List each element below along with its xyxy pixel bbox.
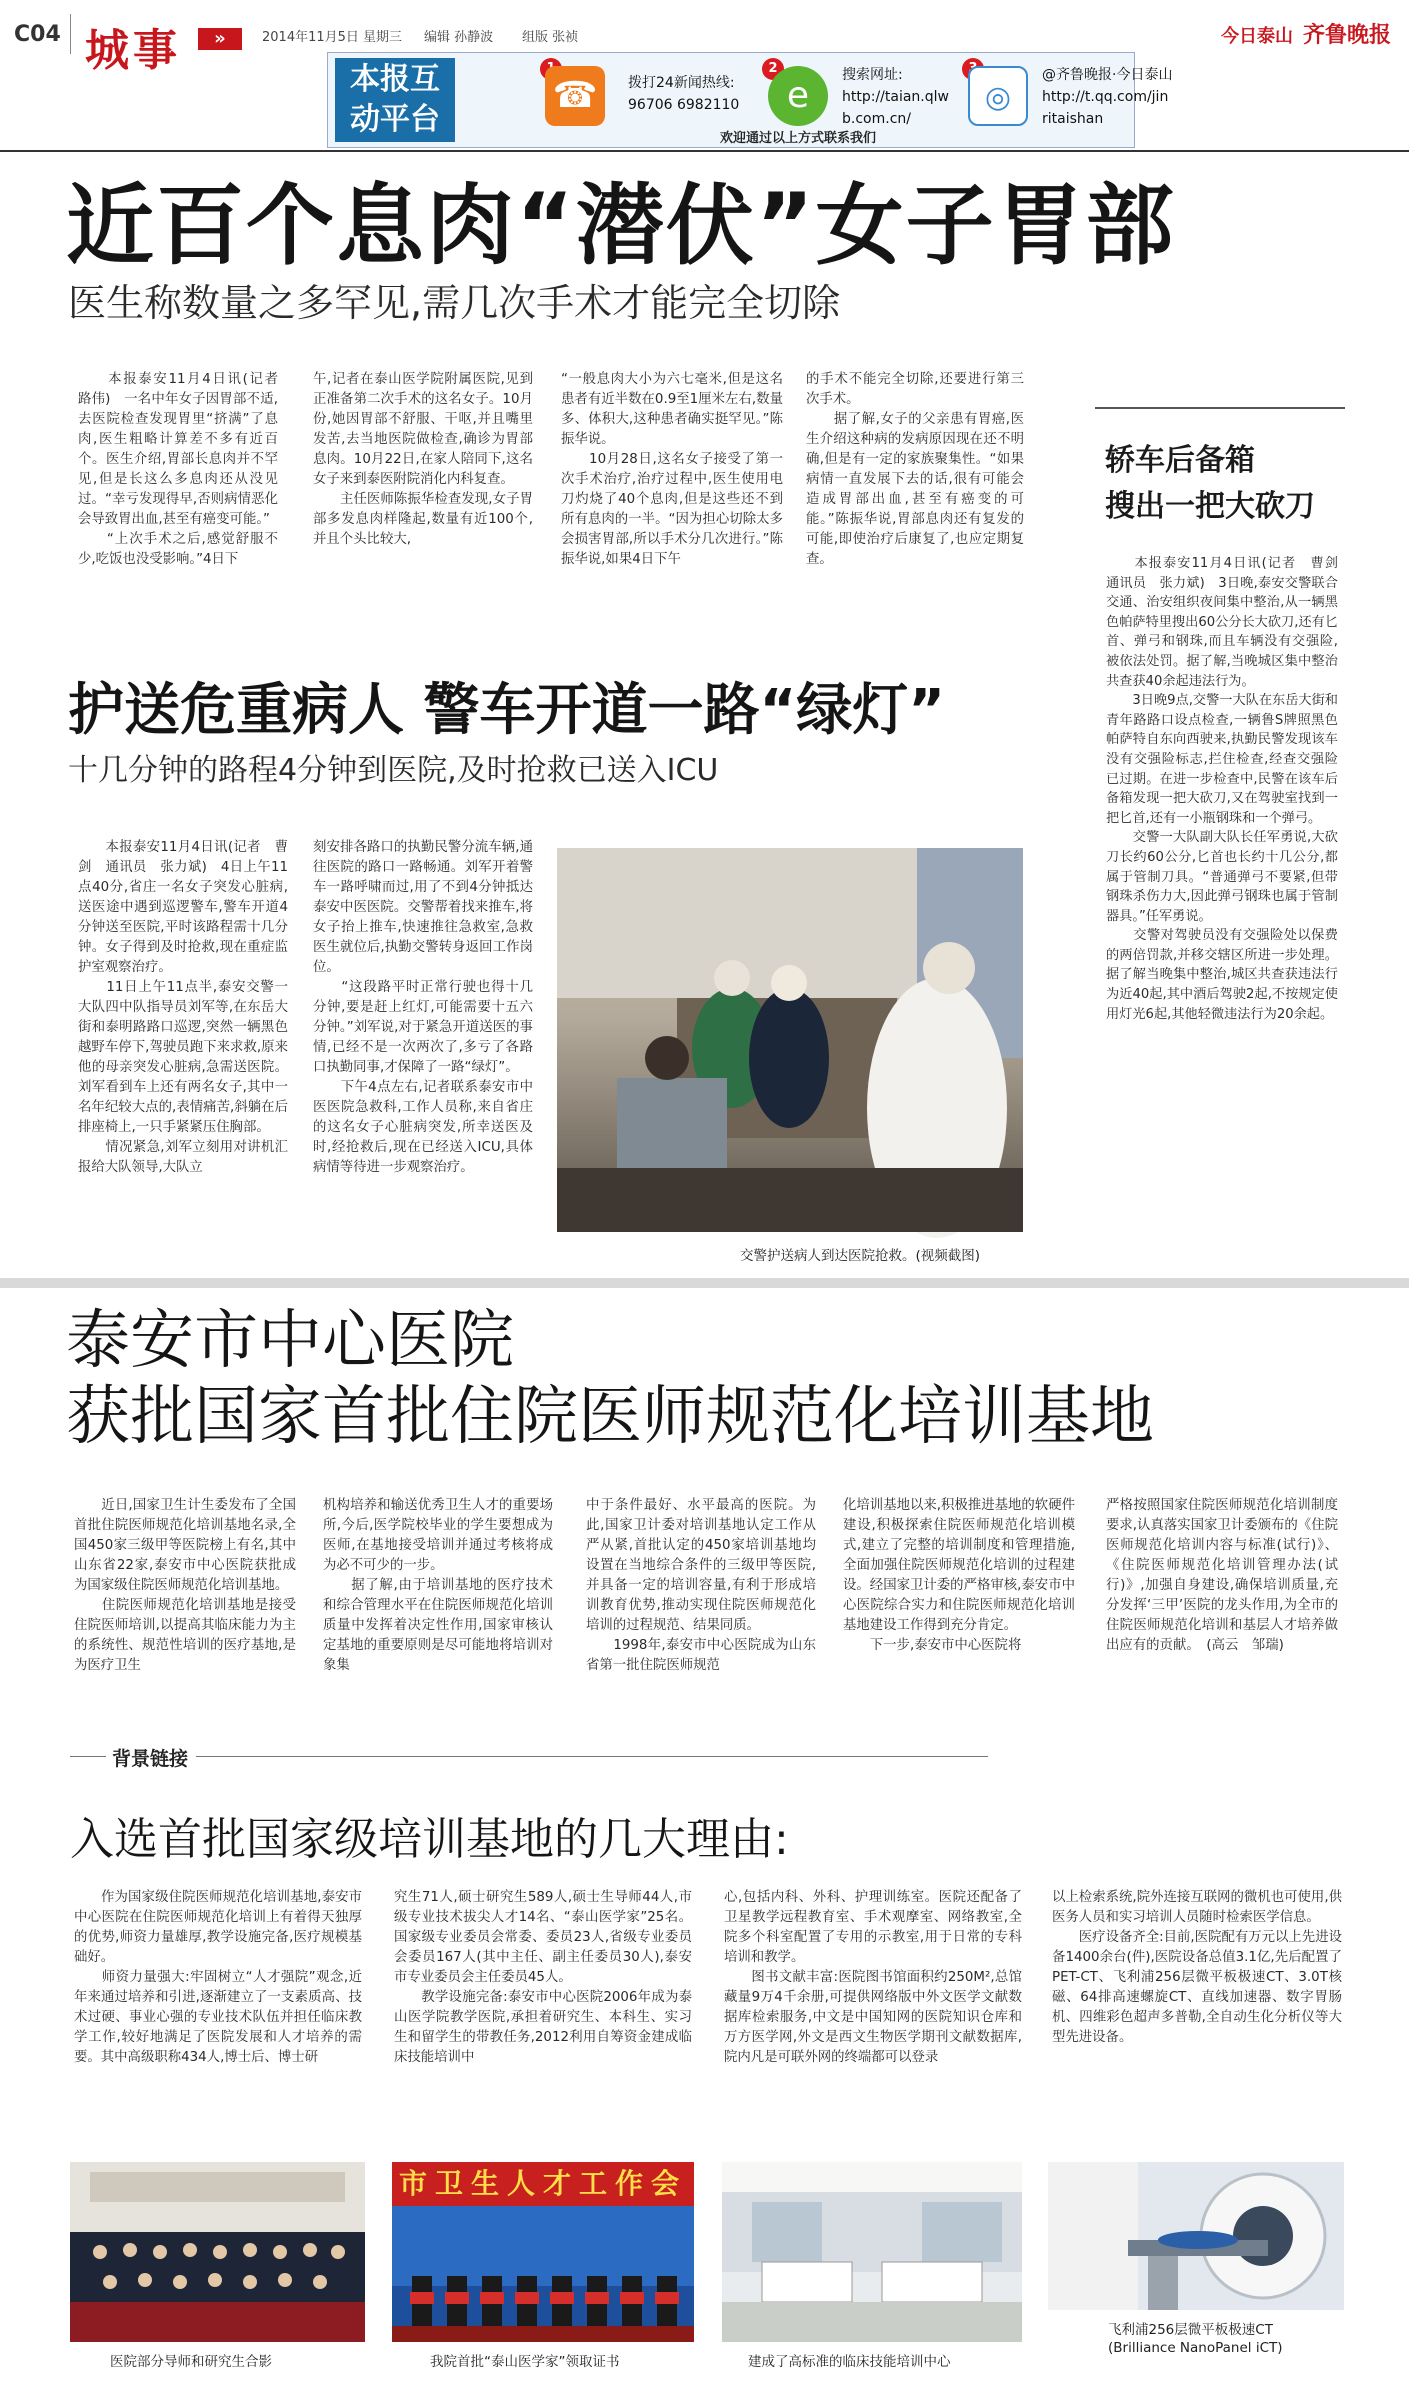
story2-column: 本报泰安11月4日讯(记者 曹剑 通讯员 张力斌) 4日上午11点40分,省庄一名女子突发心脏病,送医途中遇到巡逻警车,警车开道4分钟送至医院,平时该路程需十几分钟。女子得到及时抢救,现在重症监护室观察治疗。 11日上午11点半,泰安交警一大队四中队指导员刘军等,在东岳大街和泰明路路口巡逻,突然一辆黑色越野车停下,驾驶员跑下来求救,原来他的母亲突发心脏病,急需送医院。刘军看到车上还有两名女子,其中一名年纪较大点的,表情痛苦,斜躺在后排座椅上,一只手紧紧压住胸部。 情况紧急,刘军立刻用对讲机汇报给大队领导,大队立 bbox=[78, 840, 288, 1175]
background-column: 以上检索系统,院外连接互联网的微机也可使用,供医务人员和实习培训人员随时检索医学信息。 医疗设备齐全:目前,医院配有万元以上先进设备1400余台(件),医院设备总值3.1亿,先后配置了PET-CT、飞利浦256层微平板极速CT、3.0T核磁、64排高速螺旋CT、直线加速器、数字胃肠机、四维彩色超声多普勒,全自动生化分析仪等大型先进设备。 bbox=[1052, 1890, 1342, 2045]
story1-subhead: 医生称数量之多罕见,需几次手术才能完全切除 bbox=[68, 281, 841, 325]
story2-photo-caption: 交警护送病人到达医院抢救。(视频截图) bbox=[740, 1248, 981, 1264]
divider bbox=[70, 14, 71, 54]
headline-line: 轿车后备箱 bbox=[1105, 443, 1255, 478]
channel-number: 2 bbox=[762, 58, 784, 80]
weibo-url[interactable]: http://t.qq.com/jin bbox=[1042, 89, 1169, 105]
title-line: 动平台 bbox=[350, 102, 440, 137]
layout-credit: 组版 张祯 bbox=[522, 30, 579, 45]
website-url[interactable]: b.com.cn/ bbox=[842, 111, 911, 127]
story3-column: 化培训基地以来,积极推进基地的软硬件建设,积极探索住院医师规范化培训模式,建立了完整的培训制度和管理措施,全面加强住院医师规范化培训的过程建设。经国家卫计委的严格审核,泰安市中心医院综合实力和住院医师规范化培训基地建设工作得到充分肯定。 下一步,泰安市中心医院将 bbox=[843, 1498, 1075, 1653]
weibo-icon: ◎ bbox=[968, 66, 1028, 126]
background-tag: 背景链接 bbox=[106, 1744, 196, 1774]
interactive-footer: 欢迎通过以上方式联系我们 bbox=[720, 131, 877, 146]
background-rule bbox=[70, 1756, 988, 1757]
story2-column: 刻安排各路口的执勤民警分流车辆,通往医院的路口一路畅通。刘军开着警车一路呼啸而过,用了不到4分钟抵达泰安中医医院。交警帮着找来推车,将女子抬上推车,快速推往急救室,急救医生就位后,执勤交警转身返回工作岗位。 “这段路平时正常行驶也得十几分钟,要是赶上红灯,可能需要十五六分钟。”刘军说,对于紧急开道送医的事情,已经不是一次两次了,多亏了各路口执勤同事,才保障了一路“绿灯”。 下午4点左右,记者联系泰安市中医医院急救科,工作人员称,来自省庄的这名女子心脏病突发,所幸送医及时,经抢救后,现在已经送入ICU,具体病情等待进一步观察治疗。 bbox=[313, 840, 533, 1175]
photo-caption: 我院首批“泰山医学家”领取证书 bbox=[430, 2354, 620, 2370]
story3-column: 近日,国家卫生计生委发布了全国首批住院医师规范化培训基地名录,全国450家三级甲等医院榜上有名,其中山东省22家,泰安市中心医院获批成为国家级住院医师规范化培训基地。 住院医师规范化培训基地是接受住院医师培训,以提高其临床能力为主的系统性、规范性培训的医疗基地,是为医疗卫生 bbox=[74, 1498, 296, 1673]
hotline-label: 拨打24新闻热线: bbox=[628, 75, 735, 91]
story1-column: 午,记者在泰山医学院附属医院,见到正准备第二次手术的这名女子。10月份,她因胃部不舒服、干呕,并且嘴里发苦,去当地医院做检查,确诊为胃部息肉。10月22日,在家人陪同下,这名女子来到泰医附院消化内科复查。 主任医师陈振华检查发现,女子胃部多发息肉样隆起,数量有近100个,并且个头比较大, bbox=[313, 372, 533, 547]
photo-caption: 飞利浦256层微平板极速CT bbox=[1108, 2322, 1273, 2338]
hospital-scene-photo bbox=[557, 848, 1023, 1232]
section-arrow-icon: » bbox=[198, 28, 242, 50]
story2-subhead: 十几分钟的路程4分钟到医院,及时抢救已送入ICU bbox=[68, 753, 719, 788]
background-headline: 入选首批国家级培训基地的几大理由: bbox=[70, 1814, 789, 1865]
issue-date: 2014年11月5日 星期三 bbox=[262, 30, 403, 45]
hotline-text bbox=[628, 72, 739, 116]
story1-column: 本报泰安11月4日讯(记者 路伟) 一名中年女子因胃部不适,去医院检查发现胃里“挤满”了息肉,医生粗略计算差不多有近百个。医生介绍,胃部长息肉并不罕见,但是长这么多息肉还从没见过。“幸亏发现得早,否则病情恶化会导致胃出血,甚至有癌变可能。” “上次手术之后,感觉舒服不少,吃饭也没受影响。”4日下 bbox=[78, 372, 278, 567]
edition-name: 今日泰山 bbox=[1220, 26, 1293, 47]
section-divider bbox=[0, 1278, 1409, 1288]
headline-line: 搜出一把大砍刀 bbox=[1105, 489, 1315, 524]
background-column: 心,包括内科、外科、护理训练室。医院还配备了卫星教学远程教育室、手术观摩室、网络教室,全院多个科室配置了专用的示教室,用于日常的专科培训和教学。 图书文献丰富:医院图书馆面积约250M²,总馆藏量9万4千余册,可提供网络版中外文医学文献数据库检索服务,中文是中国知网的医院知识仓库和万方医学网,外文是西文生物医学期刊文献数据库,院内凡是可联外网的终端都可以登录 bbox=[724, 1890, 1022, 2065]
background-column: 究生71人,硕士研究生589人,硕士生导师44人,市级专业技术拔尖人才14名、“泰山医学家”25名。国家级专业委员会常委、委员23人,省级专业委员会委员167人(其中主任、副主任委员30人),泰安市专业委员会主任委员45人。 教学设施完备:泰安市中心医院2006年成为泰山医学院教学医院,承担着研究生、本科生、实习生和留学生的带教任务,2012利用自筹资金建成临床技能培训中 bbox=[394, 1890, 692, 2065]
story1-column: 的手术不能完全切除,还要进行第三次手术。 据了解,女子的父亲患有胃癌,医生介绍这种病的发病原因现在还不明确,但是有一定的家族聚集性。“如果病情一直发展下去的话,很有可能会造成胃部出血,甚至有癌变的可能。”陈振华说,胃部息肉还有复发的可能,即使治疗后康复了,也应定期复查。 bbox=[806, 372, 1024, 567]
section-title: 城事 bbox=[85, 25, 181, 76]
weibo-url[interactable]: ritaishan bbox=[1042, 111, 1104, 127]
ceremony-banner: 市卫生人才工作会 bbox=[392, 2162, 694, 2206]
story3-column: 严格按照国家住院医师规范化培训制度要求,认真落实国家卫计委颁布的《住院医师规范化培训内容与标准(试行)》、《住院医师规范化培训管理办法(试行)》,加强自身建设,确保培训质量,充分发挥‘三甲’医院的龙头作用,为全市的住院医师规范化培训和基层人才培养做出应有的贡献。 (高云 邹瑞) bbox=[1106, 1498, 1338, 1653]
website-label: 搜索网址: bbox=[842, 67, 903, 83]
interactive-platform-title bbox=[335, 58, 455, 142]
page-number: C04 bbox=[14, 22, 61, 47]
photo-illustration bbox=[70, 2162, 365, 2342]
sidebar-body: 本报泰安11月4日讯(记者 曹剑 通讯员 张力斌) 3日晚,泰安交警联合交通、治安组织夜间集中整治,从一辆黑色帕萨特里搜出60公分长大砍刀,还有匕首、弹弓和钢珠,而且车辆没有交强险,被依法处罚。据了解,当晚城区集中整治共查获40余起违法行为。 3日晚9点,交警一大队在东岳大街和青年路路口设点检查,一辆鲁S牌照黑色帕萨特自东向西驶来,执勤民警发现该车没有交强险标志,拦住检查,经查交强险已过期。在进一步检查中,民警在该车后备箱发现一把大砍刀,又在驾驶室找到一把匕首,还有一小瓶钢珠和一个弹弓。 交警一大队副大队长任军勇说,大砍刀长约60公分,匕首也长约十几公分,都属于管制刀具。“普通弹弓不要紧,但带钢珠杀伤力大,因此弹弓钢珠也属于管制器具。”任军勇说。 交警对驾驶员没有交强险处以保费的两倍罚款,并移交辖区所进一步处理。据了解当晚集中整治,城区共查获违法行为近40起,其中酒后驾驶2起,不按规定使用灯光6起,其他轻微违法行为20余起。 bbox=[1106, 556, 1338, 1022]
website-text bbox=[842, 64, 949, 130]
story3-headline-line1: 泰安市中心医院 bbox=[66, 1304, 514, 1378]
weibo-text bbox=[1042, 64, 1172, 130]
photo-illustration bbox=[1048, 2162, 1344, 2310]
story1-headline: 近百个息肉“潜伏”女子胃部 bbox=[66, 174, 1176, 277]
story3-headline-line2: 获批国家首批住院医师规范化培训基地 bbox=[66, 1380, 1154, 1454]
ct-scanner-photo bbox=[1048, 2162, 1344, 2310]
photo-caption: 医院部分导师和研究生合影 bbox=[110, 2354, 272, 2370]
paper-name: 齐鲁晚报 bbox=[1302, 23, 1391, 48]
weibo-label: @齐鲁晚报·今日泰山 bbox=[1042, 67, 1173, 83]
training-center-photo bbox=[722, 2162, 1022, 2342]
sidebar-rule bbox=[1095, 407, 1345, 409]
website-url[interactable]: http://taian.qlw bbox=[842, 89, 949, 105]
hotline-numbers[interactable]: 96706 6982110 bbox=[628, 97, 740, 113]
photo-illustration bbox=[392, 2206, 694, 2342]
sidebar-headline bbox=[1105, 438, 1315, 530]
photo-illustration bbox=[557, 848, 1023, 1232]
masthead bbox=[1221, 18, 1391, 49]
phone-icon: ☎ bbox=[545, 66, 605, 126]
background-column: 作为国家级住院医师规范化培训基地,泰安市中心医院在住院医师规范化培训上有着得天独厚的优势,师资力量雄厚,教学设施完备,医疗规模基础好。 师资力量强大:牢固树立“人才强院”观念,近年来通过培养和引进,逐渐建立了一支素质高、技术过硬、事业心强的专业技术队伍并担任临床教学工作,较好地满足了医院发展和人才培养的需要。其中高级职称434人,博士后、博士研 bbox=[74, 1890, 362, 2065]
e-icon: e bbox=[768, 66, 828, 126]
award-ceremony-photo bbox=[392, 2162, 694, 2342]
editor-credit: 编辑 孙静波 bbox=[424, 30, 494, 45]
story1-column: “一般息肉大小为六七毫米,但是这名患者有近半数在0.9至1厘米左右,数量多、体积大,这种患者确实挺罕见。”陈振华说。 10月28日,这名女子接受了第一次手术治疗,治疗过程中,医生使用电刀灼烧了40个息肉,但是这些还不到所有息肉的一半。“因为担心切除太多会损害胃部,所以手术分几次进行。”陈振华说,如果4日下午 bbox=[561, 372, 783, 567]
photo-caption-secondary: (Brilliance NanoPanel iCT) bbox=[1108, 2340, 1283, 2356]
group-photo bbox=[70, 2162, 365, 2342]
story2-headline: 护送危重病人 警车开道一路“绿灯” bbox=[68, 678, 946, 743]
header-rule bbox=[0, 150, 1409, 152]
photo-illustration bbox=[722, 2162, 1022, 2342]
photo-caption: 建成了高标准的临床技能培训中心 bbox=[748, 2354, 951, 2370]
title-line: 本报互 bbox=[350, 62, 440, 97]
story3-column: 机构培养和输送优秀卫生人才的重要场所,今后,医学院校毕业的学生要想成为医师,在基地接受培训并通过考核将成为必不可少的一步。 据了解,由于培训基地的医疗技术和综合管理水平在住院医师规范化培训质量中发挥着决定性作用,国家审核认定基地的重要原则是尽可能地将培训对象集 bbox=[323, 1498, 553, 1673]
story3-column: 中于条件最好、水平最高的医院。为此,国家卫计委对培训基地认定工作从严从紧,首批认定的450家培训基地均设置在当地综合条件的三级甲等医院,并具备一定的培训容量,有利于形成培训教育优势,推动实现住院医师规范化培训的过程规范、结果同质。 1998年,泰安市中心医院成为山东省第一批住院医师规范 bbox=[586, 1498, 816, 1673]
